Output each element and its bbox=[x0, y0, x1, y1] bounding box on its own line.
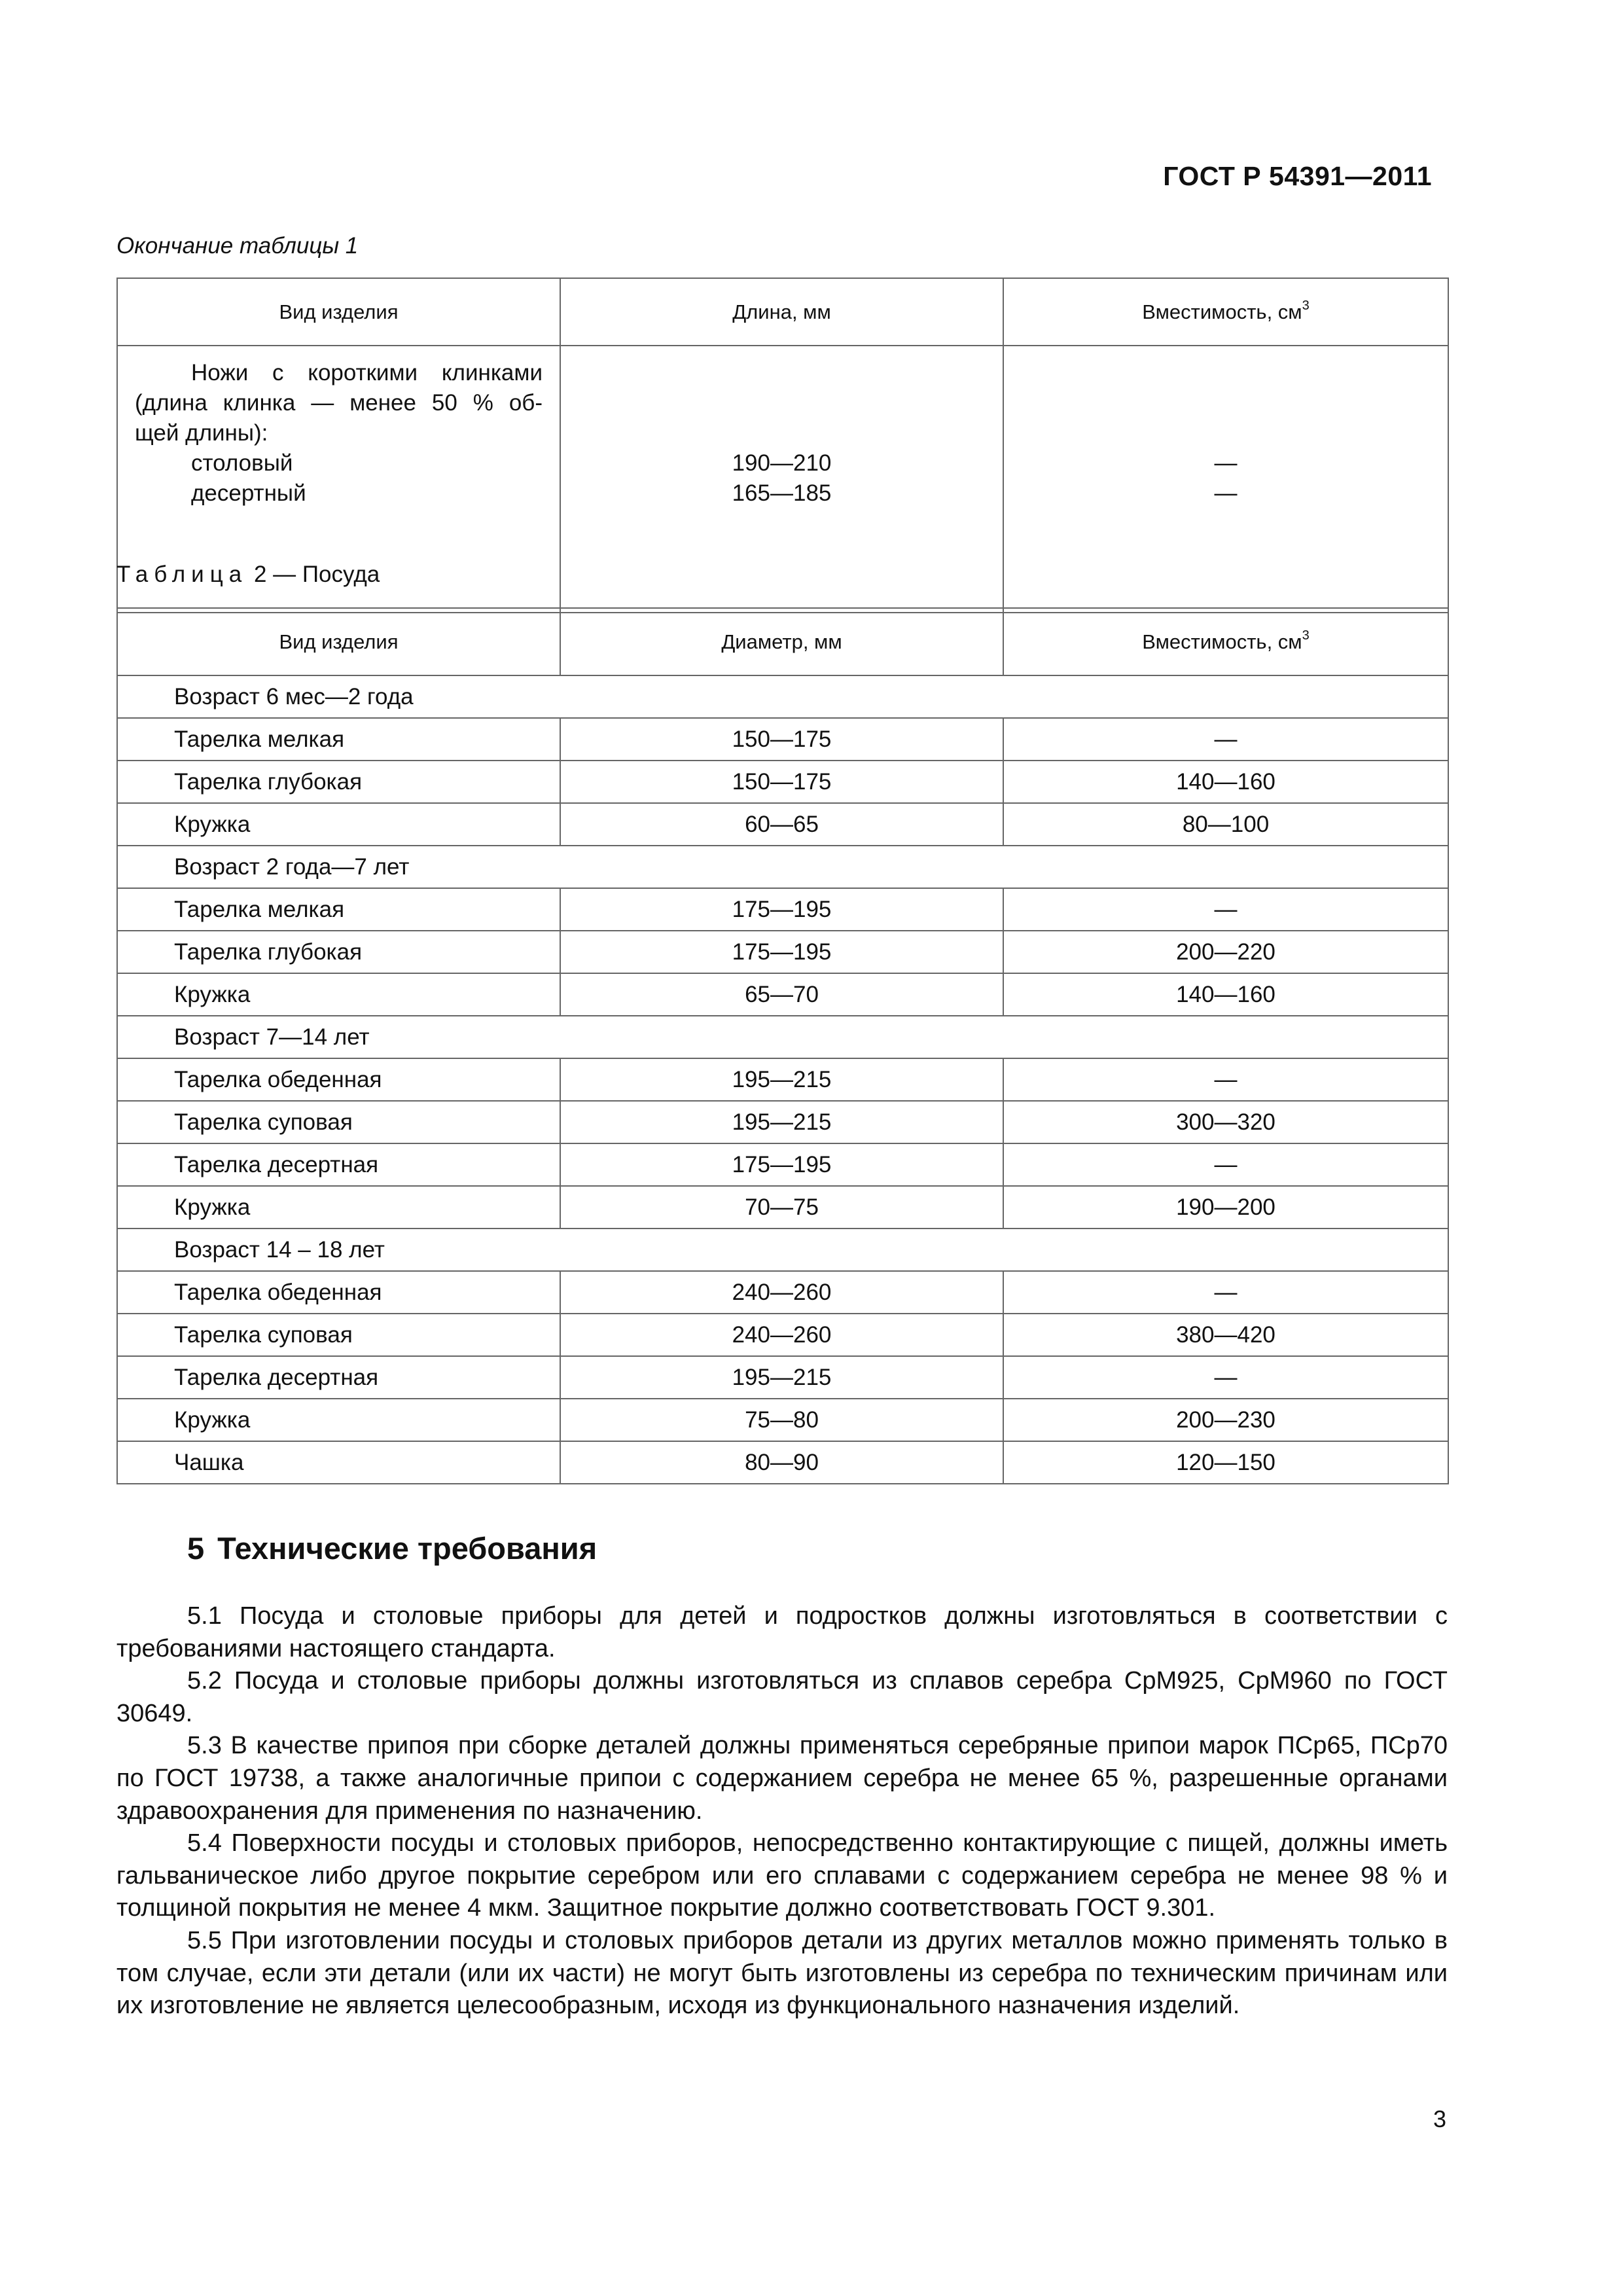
section-body bbox=[116, 1600, 1448, 2022]
paragraph: 5.3 В качестве припоя при сборке деталей должны применяться серебряные припои марок ПСр65, ПСр70 по ГОСТ 19738, а также аналогичные припои с содержанием серебра не менее 65 %, разрешенные органами здравоохранения для применения по назначению. bbox=[116, 1732, 1448, 1825]
table-cell: Тарелка глубокая bbox=[117, 761, 560, 803]
table-cell: Тарелка десертная bbox=[117, 1356, 560, 1399]
table-row bbox=[117, 1441, 1448, 1484]
group-row bbox=[117, 1229, 1448, 1271]
table-cell: 200—220 bbox=[1003, 931, 1448, 973]
paragraph: 5.2 Посуда и столовые приборы должны изготовляться из сплавов серебра СрМ925, СрМ960 по ГОСТ 30649. bbox=[116, 1667, 1448, 1727]
table-cell: — bbox=[1003, 1143, 1448, 1186]
table-cell: Тарелка обеденная bbox=[117, 1271, 560, 1314]
table-cell: — bbox=[1003, 1356, 1448, 1399]
table-cell: 140—160 bbox=[1003, 973, 1448, 1016]
table-cell: Тарелка мелкая bbox=[117, 718, 560, 761]
table-cell: 190—210 165—185 bbox=[560, 346, 1003, 613]
table-row bbox=[117, 1186, 1448, 1229]
table-cell: 195—215 bbox=[560, 1356, 1003, 1399]
table-cell: — bbox=[1003, 718, 1448, 761]
table-row bbox=[117, 1058, 1448, 1101]
table-cell: 190—200 bbox=[1003, 1186, 1448, 1229]
table-cell: — bbox=[1003, 1271, 1448, 1314]
table-cell: 380—420 bbox=[1003, 1314, 1448, 1356]
table-cell: 175—195 bbox=[560, 1143, 1003, 1186]
group-title: Возраст 14 – 18 лет bbox=[117, 1229, 1448, 1271]
group-row bbox=[117, 846, 1448, 888]
table-row bbox=[117, 803, 1448, 846]
section-heading bbox=[187, 1530, 597, 1566]
table-cell: — bbox=[1003, 888, 1448, 931]
table-cell: Тарелка обеденная bbox=[117, 1058, 560, 1101]
standard-id: ГОСТ Р 54391—2011 bbox=[1163, 161, 1432, 191]
table-cell: 60—65 bbox=[560, 803, 1003, 846]
table-row bbox=[117, 761, 1448, 803]
paragraph: 5.4 Поверхности посуды и столовых приборов, непосредственно контактирующие с пищей, должны иметь гальваническое либо другое покрытие серебром или его сплавами с содержанием серебра не менее 98 % и толщиной покрытия не менее 4 мкм. Защитное покрытие должно соответствовать ГОСТ 9.301. bbox=[116, 1829, 1448, 1922]
table-row bbox=[117, 973, 1448, 1016]
table-cell: 175—195 bbox=[560, 888, 1003, 931]
table-cell: Тарелка десертная bbox=[117, 1143, 560, 1186]
table2-caption: Таблица 2 — Посуда bbox=[116, 562, 380, 587]
table-cell: 240—260 bbox=[560, 1314, 1003, 1356]
table-row bbox=[117, 931, 1448, 973]
table-cell: Тарелка суповая bbox=[117, 1101, 560, 1143]
table2 bbox=[116, 607, 1449, 1484]
table-cell: 75—80 bbox=[560, 1399, 1003, 1441]
column-header: Вместимость, $см^3$ bbox=[1003, 278, 1448, 346]
table-cell: Кружка bbox=[117, 1186, 560, 1229]
table-cell: 300—320 bbox=[1003, 1101, 1448, 1143]
table-cell: 150—175 bbox=[560, 761, 1003, 803]
table-cell: Тарелка мелкая bbox=[117, 888, 560, 931]
table-row bbox=[117, 1143, 1448, 1186]
table2-header-row bbox=[117, 608, 1448, 675]
table-cell: 80—100 bbox=[1003, 803, 1448, 846]
table-row bbox=[117, 1399, 1448, 1441]
group-row bbox=[117, 1016, 1448, 1058]
table-cell: 80—90 bbox=[560, 1441, 1003, 1484]
table-cell: Тарелка суповая bbox=[117, 1314, 560, 1356]
table-cell: Чашка bbox=[117, 1441, 560, 1484]
column-header: Диаметр, мм bbox=[560, 608, 1003, 675]
table-cell: 195—215 bbox=[560, 1101, 1003, 1143]
table-cell: — bbox=[1003, 1058, 1448, 1101]
table2-body bbox=[117, 675, 1448, 1484]
table-cell: 240—260 bbox=[560, 1271, 1003, 1314]
table-row bbox=[117, 718, 1448, 761]
table-cell: — — bbox=[1003, 346, 1448, 613]
paragraph: 5.1 Посуда и столовые приборы для детей и подростков должны изготовляться в соответствии с требованиями настоящего стандарта. bbox=[116, 1602, 1448, 1662]
table-cell: 150—175 bbox=[560, 718, 1003, 761]
column-header: Вид изделия bbox=[117, 278, 560, 346]
table-row bbox=[117, 888, 1448, 931]
table-cell: 70—75 bbox=[560, 1186, 1003, 1229]
table-row bbox=[117, 1271, 1448, 1314]
table-cell: 175—195 bbox=[560, 931, 1003, 973]
table-cell: Кружка bbox=[117, 1399, 560, 1441]
table-cell: 140—160 bbox=[1003, 761, 1448, 803]
table-row bbox=[117, 1356, 1448, 1399]
column-header: Вместимость, $см^3$ bbox=[1003, 608, 1448, 675]
section-number: 5 bbox=[187, 1531, 205, 1566]
page-number: 3 bbox=[1433, 2106, 1446, 2132]
table-cell: Ножи с короткими клинками (длина клинка — менее 50 % об- щей длины): столовый десертный bbox=[117, 346, 560, 613]
section-title: Технические требования bbox=[217, 1531, 597, 1566]
table-cell: Кружка bbox=[117, 973, 560, 1016]
table-cell: Кружка bbox=[117, 803, 560, 846]
table1-caption: Окончание таблицы 1 bbox=[116, 233, 359, 259]
paragraph: 5.5 При изготовлении посуды и столовых приборов детали из других металлов можно применять только в том случае, если эти детали (или их части) не могут быть изготовлены из серебра по техническим причинам или их изготовление не является целесообразным, исходя из функционального назначения изделий. bbox=[116, 1926, 1448, 2020]
table-row bbox=[117, 1101, 1448, 1143]
group-row bbox=[117, 675, 1448, 718]
table-cell: 195—215 bbox=[560, 1058, 1003, 1101]
table-cell: 200—230 bbox=[1003, 1399, 1448, 1441]
table1-header-row bbox=[117, 278, 1448, 346]
table-row bbox=[117, 1314, 1448, 1356]
column-header: Вид изделия bbox=[117, 608, 560, 675]
table-cell: Тарелка глубокая bbox=[117, 931, 560, 973]
table-cell: 65—70 bbox=[560, 973, 1003, 1016]
table-cell: 120—150 bbox=[1003, 1441, 1448, 1484]
group-title: Возраст 2 года—7 лет bbox=[117, 846, 1448, 888]
group-title: Возраст 7—14 лет bbox=[117, 1016, 1448, 1058]
column-header: Длина, мм bbox=[560, 278, 1003, 346]
group-title: Возраст 6 мес—2 года bbox=[117, 675, 1448, 718]
